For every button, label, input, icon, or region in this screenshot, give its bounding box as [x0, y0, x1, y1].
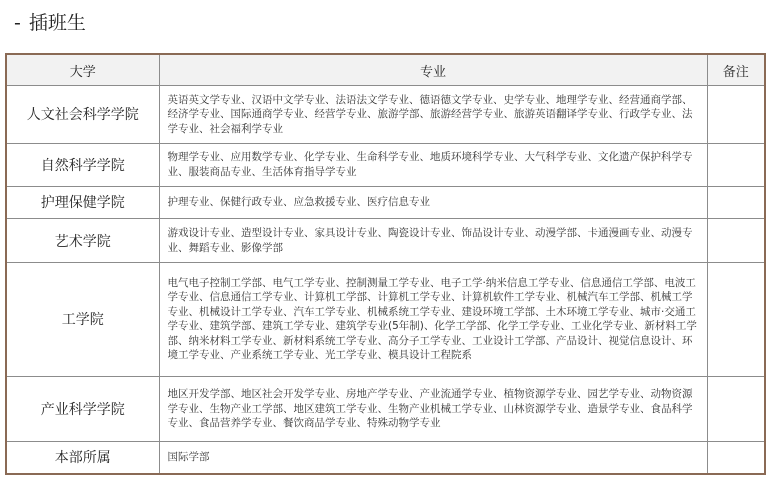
header-major: 专业: [159, 54, 707, 86]
college-name: 艺术学院: [6, 219, 159, 263]
table-row: [6, 86, 765, 144]
major-list: 英语英文学专业、汉语中文学专业、法语法文学专业、德语德文学专业、史学专业、地理学专业、经营通商学部、经济学专业、国际通商学专业、经营学专业、旅游学部、旅游经营学专业、旅游英语翻译学专业、行政学专业、法学专业、社会福利学专业: [159, 86, 707, 144]
table-row: [6, 186, 765, 219]
transfer-majors-table: [5, 53, 766, 475]
college-name: 人文社会科学学院: [6, 86, 159, 144]
college-name: 自然科学学院: [6, 143, 159, 186]
major-list: 护理专业、保健行政专业、应急救援专业、医疗信息专业: [159, 186, 707, 219]
table-row: [6, 376, 765, 441]
college-name: 工学院: [6, 262, 159, 376]
college-name: 本部所属: [6, 441, 159, 474]
college-name: 护理保健学院: [6, 186, 159, 219]
header-note: 备注: [707, 54, 765, 86]
table-row: [6, 143, 765, 186]
header-college: 大学: [6, 54, 159, 86]
major-list: 国际学部: [159, 441, 707, 474]
page-title: [14, 8, 86, 35]
note-cell: [707, 441, 765, 474]
college-name: 产业科学学院: [6, 376, 159, 441]
major-list: 地区开发学部、地区社会开发学专业、房地产学专业、产业流通学专业、植物资源学专业、园艺学专业、动物资源学专业、生物产业工学部、地区建筑工学专业、生物产业机械工学专业、山林资源学专业、造景学专业、食品科学专业、食品营养学专业、餐饮商品学专业、特殊动物学专业: [159, 376, 707, 441]
table-row: [6, 441, 765, 474]
table-row: [6, 219, 765, 263]
major-list: 电气电子控制工学部、电气工学专业、控制测量工学专业、电子工学·纳米信息工学专业、信息通信工学部、电波工学专业、信息通信工学专业、计算机工学部、计算机工学专业、计算机软件工学专业、机械汽车工学部、机械工学专业、机械设计工学专业、汽车工学专业、机械系统工学专业、建设环境工学部、土木环境工学专业、城市·交通工学专业、建筑学部、建筑工学专业、建筑学专业(5年制)、化学工学部、化学工学专业、工业化学专业、新材料工学部、纳米材料工学专业、新材料系统工学专业、高分子工学专业、工业设计工学部、产品设计、视觉信息设计、环境工学专业、产业系统工学专业、光工学专业、模具设计工程院系: [159, 262, 707, 376]
note-cell: [707, 86, 765, 144]
major-list: 游戏设计专业、造型设计专业、家具设计专业、陶瓷设计专业、饰品设计专业、动漫学部、卡通漫画专业、动漫专业、舞蹈专业、影像学部: [159, 219, 707, 263]
note-cell: [707, 143, 765, 186]
note-cell: [707, 219, 765, 263]
title-text: 插班生: [28, 12, 86, 34]
note-cell: [707, 186, 765, 219]
note-cell: [707, 262, 765, 376]
table-header-row: [6, 54, 765, 86]
major-list: 物理学专业、应用数学专业、化学专业、生命科学专业、地质环境科学专业、大气科学专业、文化遗产保护科学专业、服装商品专业、生活体育指导学专业: [159, 143, 707, 186]
title-dash: -: [14, 12, 21, 34]
note-cell: [707, 376, 765, 441]
table-row: [6, 262, 765, 376]
